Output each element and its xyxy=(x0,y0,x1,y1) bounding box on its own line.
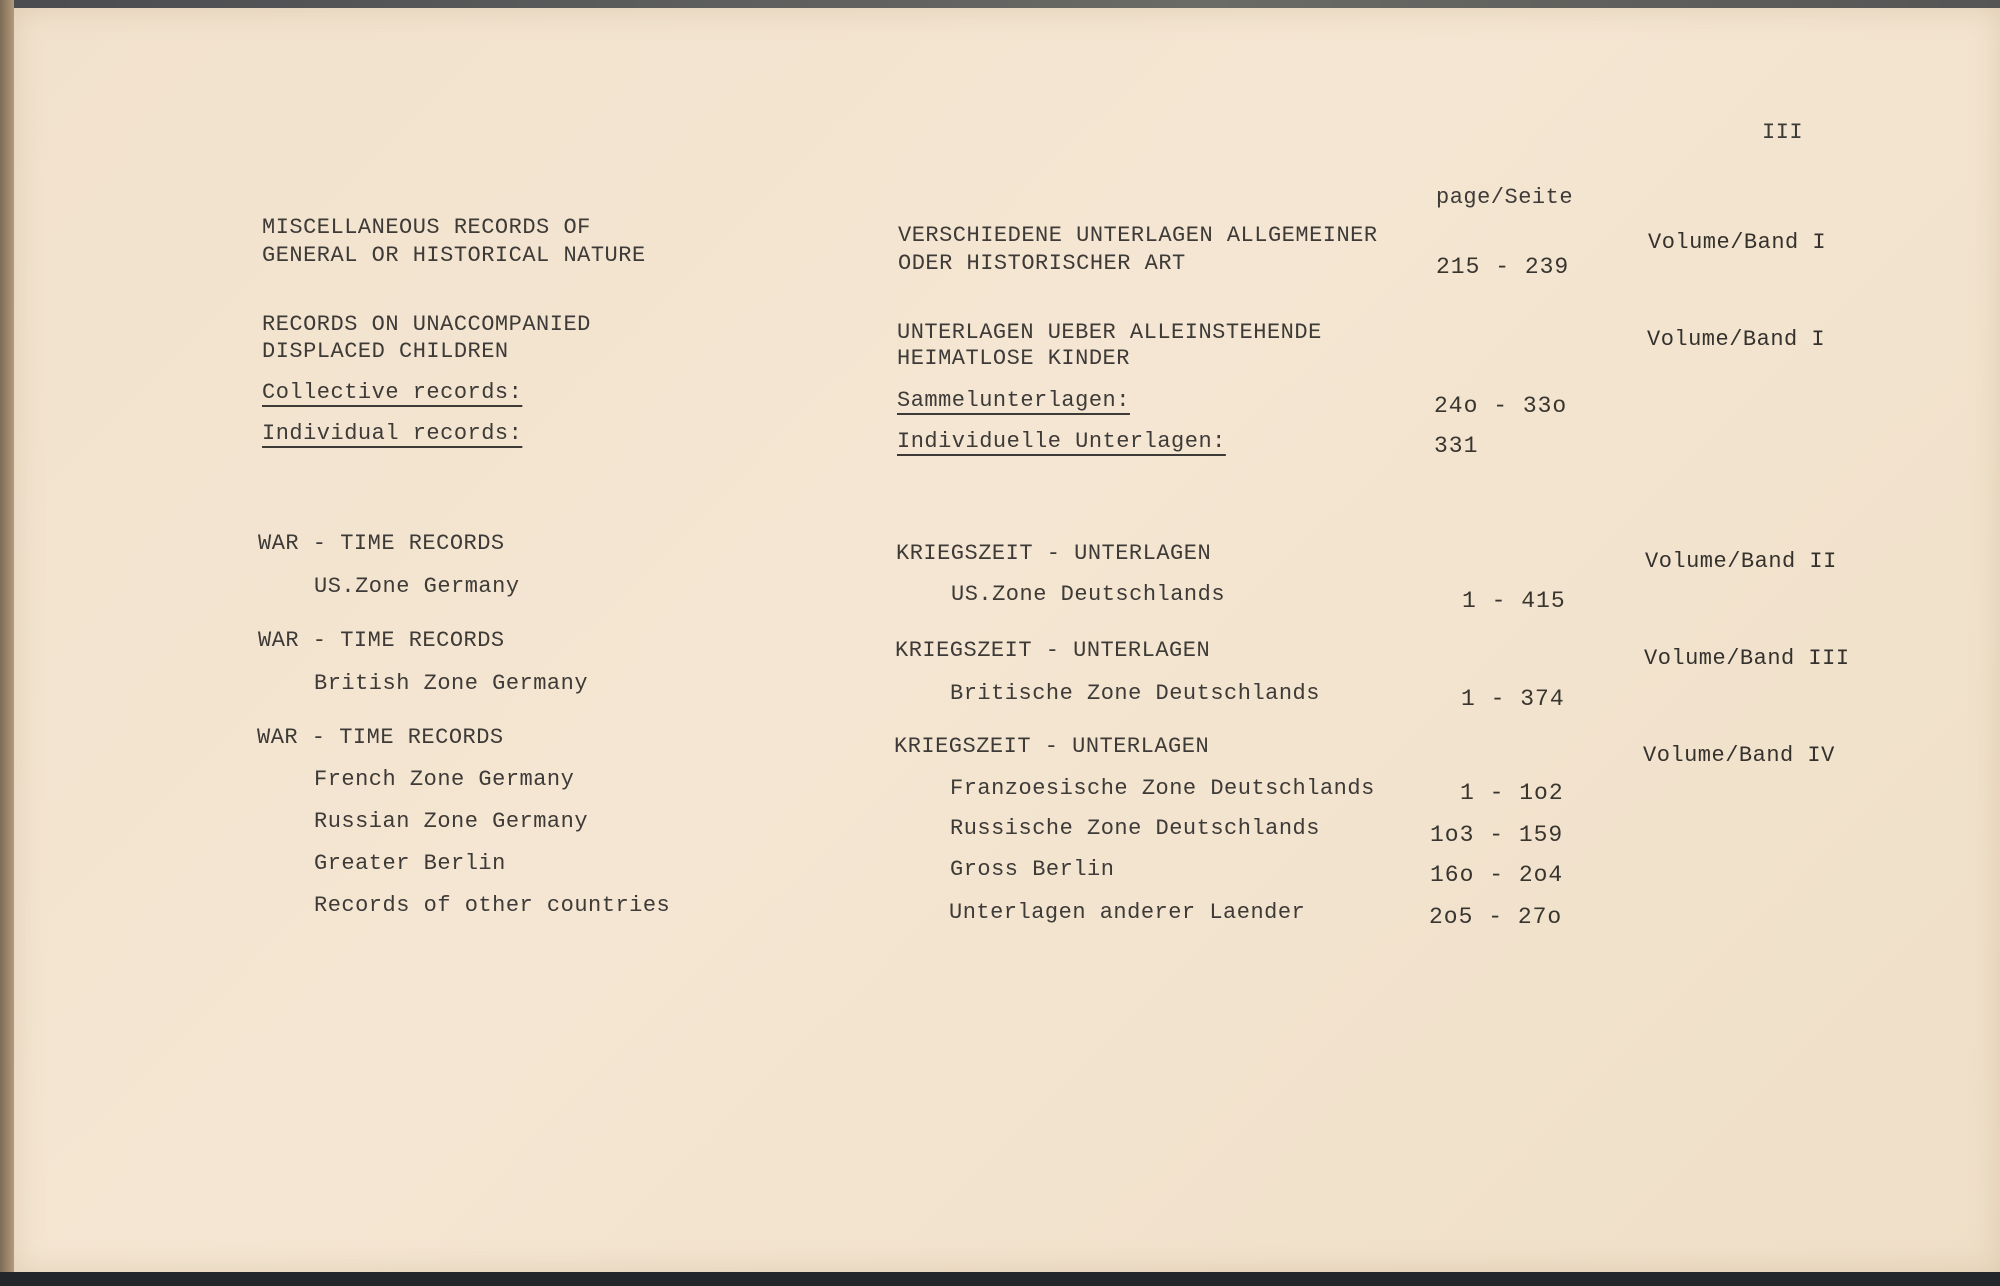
section-5-row-4-pages: 2o5 - 27o xyxy=(1429,904,1563,930)
section-2-row-2-pages: 331 xyxy=(1434,433,1479,459)
section-2-title-de-line1: UNTERLAGEN UEBER ALLEINSTEHENDE xyxy=(897,320,1322,345)
section-1-title-en-line1: MISCELLANEOUS RECORDS OF xyxy=(262,215,591,240)
section-5-row-2-en: Russian Zone Germany xyxy=(314,809,589,834)
section-1-title-de-line1: VERSCHIEDENE UNTERLAGEN ALLGEMEINER xyxy=(898,223,1378,248)
section-4-title-en: WAR - TIME RECORDS xyxy=(258,628,505,653)
section-2-title-en-line1: RECORDS ON UNACCOMPANIED xyxy=(262,312,591,337)
section-1-title-en-line2: GENERAL OR HISTORICAL NATURE xyxy=(262,243,646,268)
section-4-row-1-pages: 1 - 374 xyxy=(1461,686,1565,712)
section-4-title-de: KRIEGSZEIT - UNTERLAGEN xyxy=(895,638,1211,663)
section-5-title-de: KRIEGSZEIT - UNTERLAGEN xyxy=(894,734,1210,759)
section-2-row-1-de: Sammelunterlagen: xyxy=(897,388,1130,413)
section-4-volume: Volume/Band III xyxy=(1644,646,1850,671)
section-2-row-2-de: Individuelle Unterlagen: xyxy=(897,429,1226,454)
section-3-title-de: KRIEGSZEIT - UNTERLAGEN xyxy=(896,541,1212,566)
section-5-row-4-en: Records of other countries xyxy=(314,893,671,918)
section-5-row-1-pages: 1 - 1o2 xyxy=(1460,780,1564,806)
bottom-edge xyxy=(0,1272,2000,1286)
page-number: III xyxy=(1762,120,1804,145)
section-5-row-1-de: Franzoesische Zone Deutschlands xyxy=(950,776,1375,801)
section-2-row-2-en: Individual records: xyxy=(262,421,523,446)
section-5-title-en: WAR - TIME RECORDS xyxy=(257,725,504,750)
section-2-row-1-en: Collective records: xyxy=(262,380,523,405)
section-5-volume: Volume/Band IV xyxy=(1643,743,1835,768)
top-edge xyxy=(14,0,2000,8)
section-5-row-3-en: Greater Berlin xyxy=(314,851,506,876)
section-5-row-2-de: Russische Zone Deutschlands xyxy=(950,816,1320,841)
section-5-row-4-de: Unterlagen anderer Laender xyxy=(949,900,1306,925)
section-5-row-1-en: French Zone Germany xyxy=(314,767,575,792)
section-2-title-en-line2: DISPLACED CHILDREN xyxy=(262,339,509,364)
section-5-row-2-pages: 1o3 - 159 xyxy=(1430,822,1564,848)
page-column-header: page/Seite xyxy=(1436,185,1574,210)
section-2-title-de-line2: HEIMATLOSE KINDER xyxy=(897,346,1130,371)
section-1-title-de-line2: ODER HISTORISCHER ART xyxy=(898,251,1186,276)
section-1-volume: Volume/Band I xyxy=(1648,230,1827,255)
section-4-row-1-en: British Zone Germany xyxy=(314,671,589,696)
section-2-volume: Volume/Band I xyxy=(1647,327,1826,352)
section-2-row-1-pages: 24o - 33o xyxy=(1434,393,1568,419)
section-3-row-1-de: US.Zone Deutschlands xyxy=(951,582,1226,607)
section-3-title-en: WAR - TIME RECORDS xyxy=(258,531,505,556)
section-3-row-1-en: US.Zone Germany xyxy=(314,574,520,599)
section-3-row-1-pages: 1 - 415 xyxy=(1462,588,1566,614)
section-3-volume: Volume/Band II xyxy=(1645,549,1837,574)
section-1-pages: 215 - 239 xyxy=(1436,254,1570,280)
section-5-row-3-de: Gross Berlin xyxy=(950,857,1115,882)
section-4-row-1-de: Britische Zone Deutschlands xyxy=(950,681,1320,706)
section-5-row-3-pages: 16o - 2o4 xyxy=(1430,862,1564,888)
book-binding xyxy=(0,0,14,1286)
